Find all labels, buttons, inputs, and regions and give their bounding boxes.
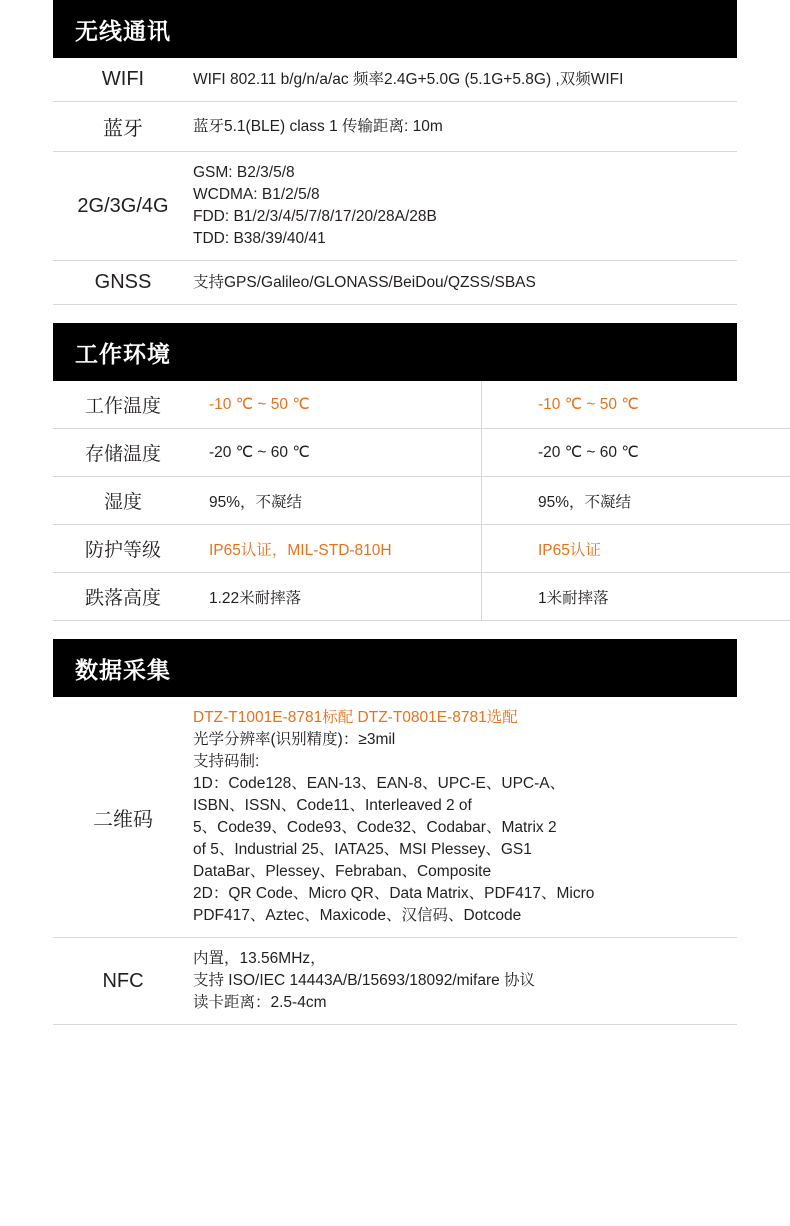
row-value-storage-temp-col2: -20 ℃ ~ 60 ℃ xyxy=(482,429,790,477)
row-value-wifi xyxy=(193,58,737,102)
value-line: GSM: B2/3/5/8 xyxy=(193,164,295,181)
row-value-drop-height-col2: 1米耐摔落 xyxy=(482,573,790,621)
value-line: TDD: B38/39/40/41 xyxy=(193,230,326,247)
row-label-storage-temp: 存储温度 xyxy=(53,429,193,477)
section-title: 工作环境 xyxy=(75,340,171,367)
value-line: FDD: B1/2/3/4/5/7/8/17/20/28A/28B xyxy=(193,208,437,225)
row-value-protection-rating-col1: IP65认证，MIL-STD-810H xyxy=(193,525,482,573)
section-title: 无线通讯 xyxy=(75,17,171,44)
value-line: ISBN、ISSN、Code11、Interleaved 2 of xyxy=(193,797,472,814)
row-value-cellular xyxy=(193,152,737,261)
row-label-protection-rating: 防护等级 xyxy=(53,525,193,573)
value-line: 内置，13.56MHz， xyxy=(193,950,326,967)
row-value-humidity-col2: 95%，不凝结 xyxy=(482,477,790,525)
value-line: 5、Code39、Code93、Code32、Codabar、Matrix 2 xyxy=(193,819,557,836)
value-line: 1D：Code128、EAN-13、EAN-8、UPC-E、UPC-A、 xyxy=(193,775,566,792)
row-value-gnss xyxy=(193,261,737,305)
value-line: DataBar、Plessey、Febraban、Composite xyxy=(193,863,492,880)
qrcode-model-line: DTZ-T1001E-8781标配 DTZ-T0801E-8781选配 xyxy=(193,709,518,726)
row-label-nfc: NFC xyxy=(53,938,193,1025)
table-row xyxy=(53,429,790,477)
row-label-gnss: GNSS xyxy=(53,261,193,305)
row-label-bluetooth: 蓝牙 xyxy=(53,102,193,152)
section-header-environment xyxy=(53,323,737,381)
row-value-nfc xyxy=(193,938,737,1025)
value-line: WIFI 802.11 b/g/n/a/ac 频率2.4G+5.0G (5.1G+5.8G) ,双频WIFI xyxy=(193,70,624,88)
section-header-data-capture xyxy=(53,639,737,697)
wireless-table xyxy=(53,58,737,305)
value-line: 支持GPS/Galileo/GLONASS/BeiDou/QZSS/SBAS xyxy=(193,273,536,291)
row-value-protection-rating-col2: IP65认证 xyxy=(482,525,790,573)
table-row xyxy=(53,381,790,429)
row-value-humidity-col1: 95%，不凝结 xyxy=(193,477,482,525)
table-row xyxy=(53,697,737,938)
table-row xyxy=(53,102,737,152)
row-value-drop-height-col1: 1.22米耐摔落 xyxy=(193,573,482,621)
row-value-storage-temp-col1: -20 ℃ ~ 60 ℃ xyxy=(193,429,482,477)
section-title: 数据采集 xyxy=(75,656,171,683)
value-line: 光学分辨率(识别精度)：≥3mil xyxy=(193,731,396,748)
section-header-wireless xyxy=(53,0,737,58)
value-line: WCDMA: B1/2/5/8 xyxy=(193,186,320,203)
table-row xyxy=(53,525,790,573)
row-value-operating-temp-col2: -10 ℃ ~ 50 ℃ xyxy=(482,381,790,429)
table-row xyxy=(53,573,790,621)
value-line: 蓝牙5.1(BLE) class 1 传输距离: 10m xyxy=(193,117,443,135)
row-label-qrcode: 二维码 xyxy=(53,697,193,938)
environment-table xyxy=(53,381,790,621)
row-value-bluetooth xyxy=(193,102,737,152)
row-label-wifi: WIFI xyxy=(53,58,193,102)
row-label-cellular: 2G/3G/4G xyxy=(53,152,193,261)
table-row xyxy=(53,938,737,1025)
table-row xyxy=(53,152,737,261)
value-line: of 5、Industrial 25、IATA25、MSI Plessey、GS1 xyxy=(193,841,532,858)
data-capture-table xyxy=(53,697,737,1025)
value-line: PDF417、Aztec、Maxicode、汉信码、Dotcode xyxy=(193,907,522,924)
section-gap xyxy=(53,621,737,639)
table-row xyxy=(53,58,737,102)
row-label-operating-temp: 工作温度 xyxy=(53,381,193,429)
table-row xyxy=(53,261,737,305)
row-value-operating-temp-col1: -10 ℃ ~ 50 ℃ xyxy=(193,381,482,429)
value-line: 支持码制: xyxy=(193,753,260,770)
table-row xyxy=(53,477,790,525)
row-label-drop-height: 跌落高度 xyxy=(53,573,193,621)
row-label-humidity: 湿度 xyxy=(53,477,193,525)
spec-sheet xyxy=(53,0,737,1025)
row-value-qrcode xyxy=(193,697,737,938)
value-line: 支持 ISO/IEC 14443A/B/15693/18092/mifare 协议 xyxy=(193,972,536,989)
section-gap xyxy=(53,305,737,323)
value-line: 2D：QR Code、Micro QR、Data Matrix、PDF417、Micro xyxy=(193,885,595,902)
value-line: 读卡距离：2.5-4cm xyxy=(193,994,327,1011)
